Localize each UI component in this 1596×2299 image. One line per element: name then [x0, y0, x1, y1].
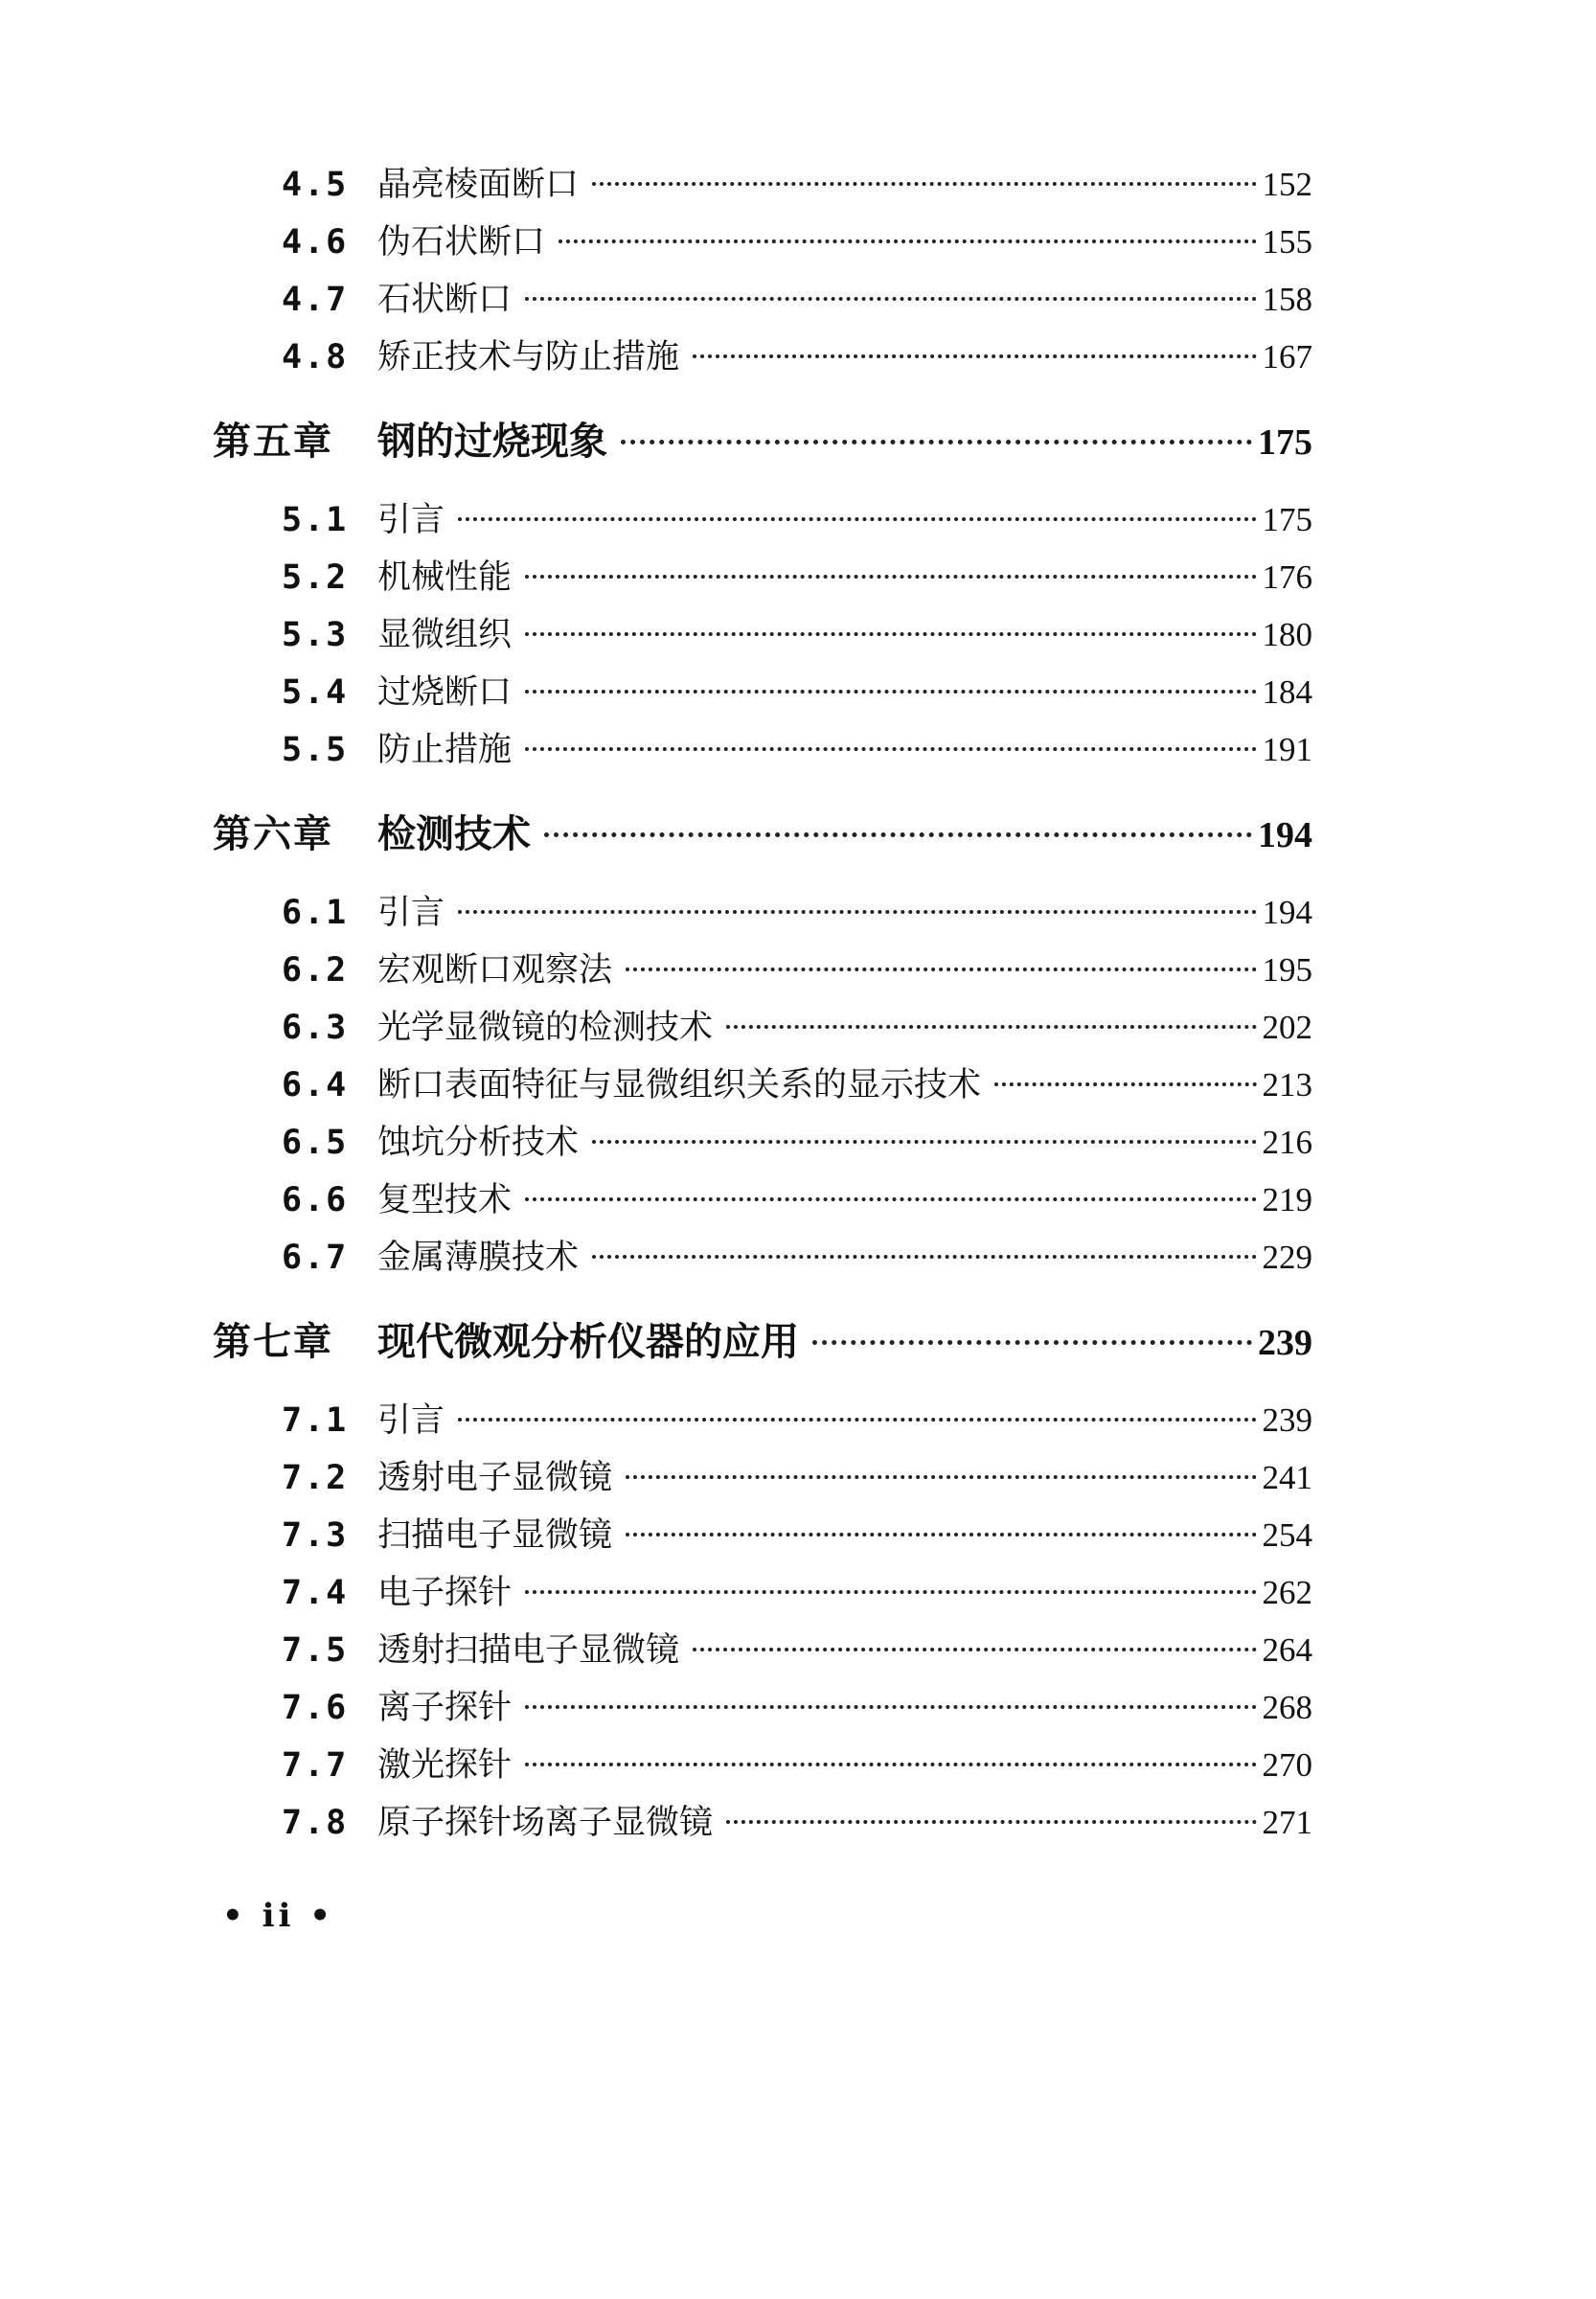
toc-section-row — [213, 1231, 1312, 1288]
toc-entry-number: 4.6 — [282, 223, 349, 262]
toc-entry-number: 6.7 — [282, 1239, 349, 1277]
dot-leader — [812, 1340, 1252, 1345]
dot-leader — [458, 517, 1256, 521]
toc-entry-title: 透射电子显微镜 — [377, 1459, 613, 1497]
toc-entry-number: 7.4 — [282, 1574, 349, 1612]
toc-entry-page: 239 — [1262, 1401, 1312, 1439]
toc-entry-page: 271 — [1262, 1804, 1312, 1841]
toc-entry-page: 184 — [1262, 673, 1312, 711]
toc-entry-number: 5.1 — [282, 501, 349, 539]
toc-section-row — [213, 723, 1312, 781]
toc-section-row — [213, 158, 1312, 216]
toc-entry-title: 伪石状断口 — [377, 223, 546, 262]
toc-entry-page: 229 — [1262, 1239, 1312, 1276]
toc-section-row — [213, 551, 1312, 608]
dot-leader — [525, 575, 1256, 579]
dot-leader — [525, 1705, 1256, 1709]
toc-entry-title: 引言 — [377, 1401, 445, 1440]
toc-entry-page: 194 — [1258, 815, 1312, 855]
toc-entry-number: 5.2 — [282, 558, 349, 597]
dot-leader — [621, 440, 1252, 444]
toc-entry-title: 电子探针 — [377, 1574, 513, 1612]
toc-entry-title: 引言 — [377, 894, 445, 932]
toc-entry-number: 7.5 — [282, 1631, 349, 1670]
dot-leader — [693, 1648, 1256, 1651]
toc-section-row — [213, 1739, 1312, 1796]
toc-entry-number: 7.1 — [282, 1401, 349, 1440]
dot-leader — [994, 1082, 1256, 1086]
toc-entry-title: 蚀坑分析技术 — [377, 1124, 580, 1162]
toc-entry-number: 第六章 — [213, 811, 333, 856]
dot-leader — [525, 1763, 1256, 1766]
toc-entry-title: 原子探针场离子显微镜 — [377, 1804, 714, 1842]
toc-entry-number: 4.7 — [282, 281, 349, 319]
toc-entry-title: 过烧断口 — [377, 673, 513, 712]
toc-entry-number: 7.2 — [282, 1459, 349, 1497]
toc-entry-title: 石状断口 — [377, 281, 513, 319]
toc-entry-page: 175 — [1258, 422, 1312, 463]
toc-entry-page: 268 — [1262, 1689, 1312, 1726]
toc-section-row — [213, 330, 1312, 388]
toc-entry-title: 光学显微镜的检测技术 — [377, 1009, 714, 1047]
toc-chapter-row — [213, 1311, 1312, 1375]
dot-leader — [559, 239, 1256, 243]
toc-section-row — [213, 944, 1312, 1001]
toc-entry-page: 219 — [1262, 1181, 1312, 1218]
toc-entry-number: 6.3 — [282, 1009, 349, 1047]
toc-entry-number: 5.3 — [282, 616, 349, 654]
toc-entry-title: 复型技术 — [377, 1181, 513, 1219]
toc-entry-number: 4.5 — [282, 166, 349, 204]
toc-entry-page: 202 — [1262, 1009, 1312, 1046]
toc-entry-number: 7.6 — [282, 1689, 349, 1727]
toc-entry-page: 239 — [1258, 1323, 1312, 1363]
toc-entry-number: 5.5 — [282, 731, 349, 769]
toc-section-row — [213, 1058, 1312, 1116]
dot-leader — [726, 1025, 1256, 1029]
toc-section-row — [213, 1173, 1312, 1231]
toc-entry-number: 6.2 — [282, 951, 349, 990]
toc-entry-title: 透射扫描电子显微镜 — [377, 1631, 680, 1670]
toc-entry-title: 扫描电子显微镜 — [377, 1516, 613, 1555]
dot-leader — [592, 1255, 1256, 1259]
toc-entry-title: 显微组织 — [377, 616, 513, 654]
toc-section-row — [213, 1624, 1312, 1681]
toc-entry-number: 4.8 — [282, 338, 349, 376]
toc-entry-page: 167 — [1262, 338, 1312, 376]
dot-leader — [525, 1590, 1256, 1594]
dot-leader — [458, 910, 1256, 914]
toc-entry-page: 254 — [1262, 1516, 1312, 1554]
toc-section-row — [213, 1509, 1312, 1566]
toc-section-row — [213, 273, 1312, 330]
toc-entry-number: 5.4 — [282, 673, 349, 712]
toc-chapter-row — [213, 804, 1312, 867]
toc-entry-page: 180 — [1262, 616, 1312, 653]
toc-chapter-row — [213, 411, 1312, 474]
dot-leader — [592, 182, 1256, 186]
dot-leader — [525, 747, 1256, 751]
toc-entry-number: 6.5 — [282, 1124, 349, 1162]
toc-entry-page: 155 — [1262, 223, 1312, 261]
dot-leader — [592, 1140, 1256, 1144]
toc-entry-number: 6.1 — [282, 894, 349, 932]
toc-section-row — [213, 886, 1312, 944]
toc-section-row — [213, 1566, 1312, 1624]
toc-entry-title: 断口表面特征与显微组织关系的显示技术 — [377, 1066, 982, 1104]
dot-leader — [525, 1197, 1256, 1201]
toc-section-row — [213, 1116, 1312, 1173]
toc-entry-number: 第五章 — [213, 419, 333, 464]
toc-entry-page: 264 — [1262, 1631, 1312, 1669]
toc-section-row — [213, 1681, 1312, 1739]
dot-leader — [626, 1475, 1256, 1479]
toc-entry-title: 机械性能 — [377, 558, 513, 597]
toc-entry-page: 176 — [1262, 558, 1312, 596]
toc-section-row — [213, 216, 1312, 273]
toc-entry-title: 检测技术 — [377, 811, 531, 856]
toc-section-row — [213, 666, 1312, 723]
toc-entry-title: 宏观断口观察法 — [377, 951, 613, 990]
dot-leader — [626, 967, 1256, 971]
toc-entry-number: 6.6 — [282, 1181, 349, 1219]
toc-section-row — [213, 1451, 1312, 1509]
toc-entry-page: 216 — [1262, 1124, 1312, 1161]
toc-section-row — [213, 1796, 1312, 1854]
toc-entry-page: 213 — [1262, 1066, 1312, 1104]
toc-entry-number: 7.7 — [282, 1746, 349, 1785]
dot-leader — [626, 1533, 1256, 1536]
toc-entry-page: 195 — [1262, 951, 1312, 989]
toc-entry-title: 晶亮棱面断口 — [377, 166, 580, 204]
dot-leader — [458, 1418, 1256, 1422]
toc-entry-title: 矫正技术与防止措施 — [377, 338, 680, 376]
toc-entry-number: 第七章 — [213, 1319, 333, 1364]
toc-entry-title: 金属薄膜技术 — [377, 1239, 580, 1277]
toc-entry-title: 防止措施 — [377, 731, 513, 769]
page-number: • ii • — [222, 1897, 334, 1935]
table-of-contents — [213, 158, 1312, 1854]
toc-entry-number: 7.8 — [282, 1804, 349, 1842]
toc-entry-page: 270 — [1262, 1746, 1312, 1784]
toc-section-row — [213, 608, 1312, 666]
toc-entry-title: 离子探针 — [377, 1689, 513, 1727]
toc-section-row — [213, 493, 1312, 551]
dot-leader — [525, 632, 1256, 636]
toc-entry-page: 152 — [1262, 166, 1312, 203]
toc-entry-page: 158 — [1262, 281, 1312, 318]
toc-entry-page: 175 — [1262, 501, 1312, 538]
toc-entry-page: 241 — [1262, 1459, 1312, 1496]
dot-leader — [726, 1820, 1256, 1824]
toc-entry-title: 引言 — [377, 501, 445, 539]
toc-entry-title: 钢的过烧现象 — [377, 419, 607, 464]
dot-leader — [544, 832, 1252, 837]
toc-entry-page: 194 — [1262, 894, 1312, 931]
dot-leader — [525, 690, 1256, 694]
toc-entry-number: 6.4 — [282, 1066, 349, 1104]
dot-leader — [525, 297, 1256, 301]
toc-entry-title: 现代微观分析仪器的应用 — [377, 1319, 799, 1364]
toc-entry-number: 7.3 — [282, 1516, 349, 1555]
toc-section-row — [213, 1001, 1312, 1058]
toc-entry-page: 191 — [1262, 731, 1312, 768]
toc-entry-page: 262 — [1262, 1574, 1312, 1611]
toc-section-row — [213, 1394, 1312, 1451]
dot-leader — [693, 354, 1256, 358]
toc-entry-title: 激光探针 — [377, 1746, 513, 1785]
